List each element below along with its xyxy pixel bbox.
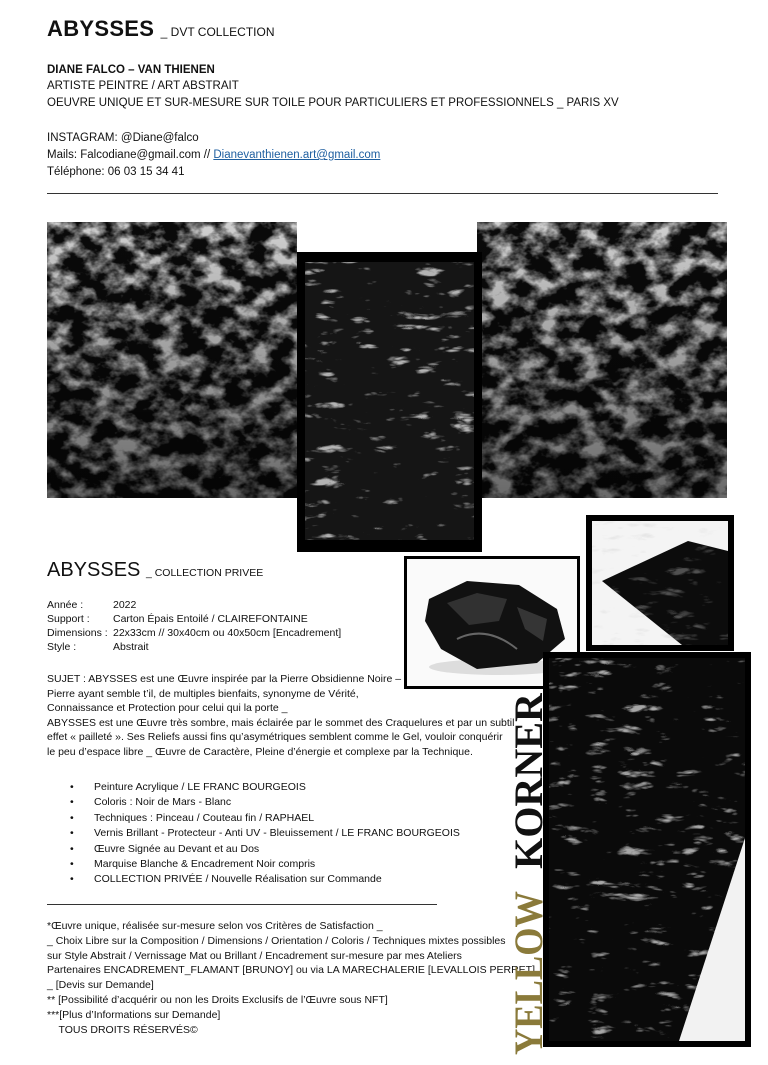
detail-row: Support : Carton Épais Entoilé / CLAIREFONTAINE	[47, 613, 308, 625]
large-texture-image	[549, 658, 745, 1041]
texture-corner-photo	[586, 515, 734, 651]
artist-name: DIANE FALCO – VAN THIENEN	[47, 64, 215, 76]
list-item: • COLLECTION PRIVÉE / Nouvelle Réalisation sur Commande	[70, 872, 460, 887]
list-item: • Peinture Acrylique / LE FRANC BOURGEOIS	[70, 780, 460, 795]
texture-corner-image	[592, 521, 728, 645]
list-item: • Vernis Brillant - Protecteur - Anti UV - Bleuissement / LE FRANC BOURGEOIS	[70, 826, 460, 841]
section-title	[47, 559, 263, 582]
page-title	[47, 16, 274, 42]
mails-prefix: Mails: Falcodiane@gmail.com //	[47, 149, 214, 161]
detail-row: Style : Abstrait	[47, 641, 149, 653]
list-item: • Techniques : Pinceau / Couteau fin / RAPHAEL	[70, 811, 460, 826]
list-item: • Coloris : Noir de Mars - Blanc	[70, 795, 460, 810]
instagram-handle: INSTAGRAM: @Diane@falco	[47, 132, 199, 144]
yellow-korner-logo	[498, 693, 552, 1055]
korner-word: KORNER	[506, 693, 551, 869]
artwork-details	[47, 598, 341, 654]
section-title-suffix: _ COLLECTION PRIVEE	[145, 567, 264, 579]
footer-divider	[47, 904, 437, 905]
yellow-word: YELLOW	[506, 874, 551, 1055]
detail-row: Année : 2022	[47, 599, 137, 611]
phone-line: Téléphone: 06 03 15 34 41	[47, 166, 185, 178]
title-main: ABYSSES	[47, 16, 155, 41]
list-item: • Marquise Blanche & Encadrement Noir compris	[70, 857, 460, 872]
section-title-main: ABYSSES	[47, 559, 141, 581]
list-item: • Œuvre Signée au Devant et au Dos	[70, 842, 460, 857]
header-divider	[47, 193, 718, 194]
large-texture-photo	[543, 652, 751, 1047]
yellow-korner-wordmark	[498, 693, 552, 1055]
artist-tagline: OEUVRE UNIQUE ET SUR-MESURE SUR TOILE POUR PARTICULIERS ET PROFESSIONNELS _ PARIS XV	[47, 97, 619, 109]
email-link[interactable]: Dianevanthienen.art@gmail.com	[213, 149, 381, 161]
title-suffix: _ DVT COLLECTION	[160, 25, 275, 39]
footer-notes: *Œuvre unique, réalisée sur-mesure selon vos Critères de Satisfaction _ _ Choix Libre sur la Composition / Dimensions / Orientation / Coloris / Techniques mixtes possibles sur Style Abstrait / Vernissage Mat ou Brillant / Encadrement sur-mesure par mes Ateliers Partenaires ENCADREMENT_FLAMANT [BRUNOY] ou via LA MARECHALERIE [LEVALLOIS PERRET] _ [Devis sur Demande] ** [Possibilité d’acquérir ou non les Droits Exclusifs de l’Œuvre sous NFT] ***[Plus d’Informations sur Demande] TOUS DROITS RÉSERVÉS©	[47, 920, 536, 1036]
technique-list	[70, 780, 460, 888]
artist-role: ARTISTE PEINTRE / ART ABSTRAIT	[47, 80, 239, 92]
mails-line	[47, 147, 380, 163]
triptych-artwork	[47, 222, 727, 552]
subject-text: SUJET : ABYSSES est une Œuvre inspirée par la Pierre Obsidienne Noire – Pierre ayant semble t’il, de multiples bienfaits, synonyme de Vérité, Connaissance et Protection pour celui qui la porte _ ABYSSES est une Œuvre très sombre, mais éclairée par le sommet des Craquelures et par un subtil effet « pailleté ». Ses Reliefs aussi fins qu’asymétriques semblent comme le Gel, vouloir conquérir le peu d’espace libre _ Œuvre de Caractère, Pleine d’énergie et complexe par la Technique.	[47, 673, 515, 758]
detail-row: Dimensions : 22x33cm // 30x40cm ou 40x50cm [Encadrement]	[47, 627, 342, 639]
